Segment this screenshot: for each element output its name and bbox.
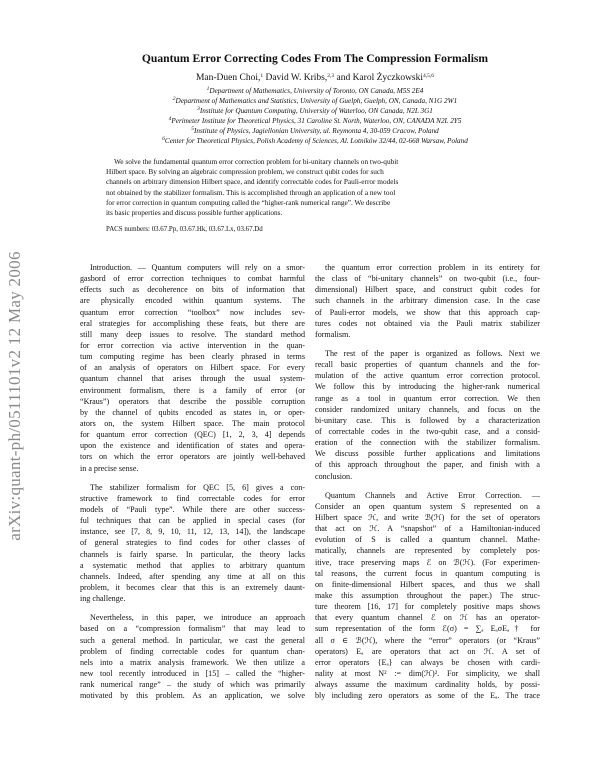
text-line: of this approach throughout the paper, and finish with a	[315, 460, 540, 470]
right-column	[315, 262, 540, 701]
affiliation	[60, 106, 570, 116]
text-line: itive, trace preserving maps ℰ on ℬ(ℋ). (For experimen-	[315, 557, 540, 567]
text-line: Consider an open quantum system S represented on a	[315, 501, 540, 511]
text-line: formalism.	[315, 329, 351, 339]
text-line: channels is fairly sparse. In particular, the theory lacks	[80, 549, 305, 559]
text-line: the class of “bi-unitary channels” on two-qubit (i.e., four-	[315, 274, 540, 284]
text-line: tors on which the error operators are jointly well-behaved	[80, 452, 305, 462]
text-line: dimensional) Hilbert space, and construct qubit codes for	[315, 285, 540, 295]
text-line: ful techniques that can be applied in special cases (for	[80, 516, 305, 526]
text-line: in a precise sense.	[80, 463, 139, 473]
text-line: range as a tool in quantum error correction. We then	[315, 393, 540, 403]
abstract-line: its basic properties and discuss possible further applications.	[106, 208, 283, 218]
text-line: matically, channels are represented by completely pos-	[315, 546, 540, 556]
affiliation-marker: 3	[197, 106, 200, 112]
text-line: that act on ℋ. A “snapshot” of a Hamiltonian-induced	[315, 524, 540, 534]
text-line: models of “Pauli type”. While there are other success-	[80, 504, 305, 514]
text-line: bi-unitary case. This is followed by a characterization	[315, 415, 540, 425]
text-line: evolution of S is called a quantum channel. Mathe-	[315, 535, 540, 545]
text-line: Introduction. — Quantum computers will rely on a smor-	[90, 263, 305, 272]
text-line: instance, see [7, 8, 9, 10, 11, 12, 13, 14]), the landscape	[80, 527, 305, 537]
text-line: operators) Eₐ are operators that act on ℋ. A set of	[315, 646, 540, 656]
author-affil-marker: 1	[260, 73, 264, 79]
text-line: all σ ∈ ℬ(ℋ), where the “error” operators (or “Kraus”	[315, 635, 540, 645]
abstract-line: channels on arbitrary dimension Hilbert space, and identify correctable codes for Pauli-error models	[106, 177, 399, 187]
author-name: and Karol Życzkowski	[336, 73, 424, 83]
affiliation-text: Department of Mathematics, University of Toronto, ON Canada, M5S 2E4	[209, 87, 424, 95]
text-line: We discuss possible further applications and limitations	[315, 449, 540, 459]
paragraph-gap	[315, 482, 540, 490]
text-line: such channels in the arbitrary dimension case. In the case	[315, 296, 540, 306]
text-line: problem of finding correctable codes for quantum chan-	[80, 646, 305, 656]
text-line: new tool recently introduced in [15] – called the “higher-	[80, 668, 305, 678]
affiliation	[60, 86, 570, 96]
affiliation-marker: 1	[206, 86, 210, 92]
text-line: eral strategies for accomplishing these feats, but there are	[80, 318, 305, 328]
author-affil-marker: 4,5,6	[423, 73, 435, 79]
text-line: The stabilizer formalism for QEC [5, 6] gives a con-	[90, 482, 305, 492]
abstract-line: We solve the fundamental quantum error correction problem for bi-unitary channels on two-qubit	[114, 157, 399, 166]
affiliation-marker: 4	[168, 116, 172, 122]
left-column	[80, 262, 305, 701]
text-line: of an analysis of operators on Hilbert space. For every	[80, 363, 305, 373]
text-line: of correctable codes in the two-qubit case, and a consid-	[315, 426, 540, 436]
text-line: always assume the maximum cardinality holds, by possi-	[315, 680, 540, 690]
text-line: Hilbert space ℋ, and write ℬ(ℋ) for the set of operators	[315, 512, 540, 522]
text-line: environment formalism, there is a family of error (or	[80, 385, 305, 395]
text-line: motivated by this problem. As an application, we solve	[80, 691, 305, 701]
text-line: based on a “compression formalism” that may lead to	[80, 624, 305, 634]
text-line: gasbord of error correction techniques to combat harmful	[80, 274, 305, 284]
text-line: a systematic method that applies to arbitrary quantum	[80, 560, 305, 570]
abstract-line: not obtained by the stabilizer formalism. This is accomplished through an application of a new tool	[106, 187, 396, 197]
affiliation-marker: 2	[172, 96, 176, 102]
paragraph-gap	[80, 474, 305, 482]
text-line: quantum error correction “toolbox” now includes sev-	[80, 307, 305, 317]
affiliation-marker: 6	[162, 136, 165, 142]
affiliation-text: Perimeter Institute for Theoretical Physics, 31 Caroline St. North, Waterloo, ON, CANADA N2L 2Y5	[171, 117, 462, 125]
text-line: conclusion.	[315, 471, 353, 481]
text-line: for quantum error correction (QEC) [1, 2, 3, 4] depends	[80, 430, 305, 440]
text-line: “Kraus”) operators that describe the possible corruption	[80, 396, 305, 406]
affiliation-marker: 5	[191, 126, 194, 132]
author-name: David W. Kribs,	[265, 73, 328, 83]
text-line: tures codes not obtained via the Pauli matrix stabilizer	[315, 318, 540, 328]
text-line: still many deep issues to resolve. The standard method	[80, 329, 305, 339]
author-affil-marker: 2,3	[327, 73, 335, 79]
text-line: Quantum Channels and Active Error Correction. —	[325, 490, 540, 500]
text-line: error operators {Eₐ} can always be chosen with cardi-	[315, 657, 540, 667]
text-line: tum computing regime has been clearly phrased in terms	[80, 352, 305, 362]
text-line: problem, it becomes clear that this is an extremely daunt-	[80, 582, 305, 592]
text-line: recall basic properties of quantum channels and the for-	[315, 360, 540, 370]
affiliation-text: Institute of Physics, Jagiellonian University, ul. Reymonta 4, 30-059 Cracow, Poland	[193, 127, 439, 135]
text-line: eration of the connection with the stabilizer formalism.	[315, 438, 540, 448]
text-line: by the channel of qubits encoded as states in, or oper-	[80, 407, 305, 417]
pacs-numbers: PACS numbers: 03.67.Pp, 03.67.Hk, 03.67.Lx, 03.67.Dd	[106, 226, 263, 233]
text-line: upon the existence and identification of states and opera-	[80, 441, 305, 451]
affiliation-list	[60, 86, 570, 146]
arxiv-sidebar-stamp	[2, 186, 28, 606]
text-line: sum representation of the form ℰ(σ) = ∑ₐ EₐσEₐ† for	[315, 624, 540, 634]
text-line: nality at most N² := dim(ℋ)². For simplicity, we shall	[315, 668, 540, 678]
author-list	[60, 73, 570, 83]
paper-title: Quantum Error Correcting Codes From The Compression Formalism	[141, 52, 489, 65]
text-line: the quantum error correction problem in its entirety for	[325, 263, 540, 272]
text-line: for error correction via active intervention in the quan-	[80, 340, 305, 350]
affiliation-text: Institute for Quantum Computing, University of Waterloo, ON Canada, N2L 3G1	[199, 107, 433, 115]
text-line: We follow this by introducing the higher-rank numerical	[315, 382, 540, 392]
text-line: structive framework to find correctable codes for error	[80, 493, 305, 503]
text-line: of general strategies to find codes for other classes of	[80, 538, 305, 548]
paragraph-gap	[315, 340, 540, 348]
text-line: make this assumption throughout the paper.) The struc-	[315, 590, 540, 600]
paragraph-gap	[80, 604, 305, 612]
affiliation	[60, 96, 570, 106]
text-line: that every quantum channel ℰ on ℋ has an operator-	[315, 613, 540, 623]
abstract-line: for error correction in quantum computing called the “higher-rank numerical range”. We describe	[106, 197, 391, 207]
text-line: effects such as decoherence on bits of information that	[80, 285, 305, 295]
affiliation-text: Center for Theoretical Physics, Polish Academy of Sciences, Al. Lotników 32/44, 02-668 Warsaw, Poland	[164, 137, 468, 145]
text-line: ators on, the system Hilbert space. The main protocol	[80, 418, 305, 428]
text-line: are physically encoded within quantum systems. The	[80, 296, 305, 306]
text-line: The rest of the paper is organized as follows. Next we	[325, 348, 540, 358]
affiliation	[60, 136, 570, 146]
text-line: on finite-dimensional Hilbert spaces, and thus we shall	[315, 579, 540, 589]
text-line: ture theorem [16, 17] for completely positive maps shows	[315, 602, 540, 612]
text-line: consider randomized unitary channels, and focus on the	[315, 404, 540, 414]
text-line: such a general method. In particular, we cast the general	[80, 635, 305, 645]
text-line: quantum channel that arises through the usual system-	[80, 374, 305, 384]
abstract	[106, 157, 524, 218]
abstract-line: Hilbert space. By solving an algebraic compression problem, we construct qubit codes for such	[106, 167, 384, 177]
text-line: rank numerical range” – the study of which was primarily	[80, 680, 305, 690]
text-line: tal reasons, the current focus in quantum computing is	[315, 568, 540, 578]
text-line: ing challenge.	[80, 594, 126, 604]
affiliation	[60, 116, 570, 126]
text-line: mulation of the active quantum error correction protocol.	[315, 371, 540, 381]
text-line: nels into a matrix analysis framework. We then utilize a	[80, 657, 305, 667]
text-line: bly including zero operators as some of the Eₐ. The trace	[315, 691, 540, 701]
author-name: Man-Duen Choi,	[195, 73, 261, 83]
arxiv-identifier: arXiv:quant-ph/0511101v2 12 May 2006	[5, 251, 25, 541]
affiliation	[60, 126, 570, 136]
text-line: channels. Indeed, after spending any time at all on this	[80, 571, 305, 581]
text-line: Nevertheless, in this paper, we introduce an approach	[90, 613, 305, 623]
text-line: of Pauli-error models, we show that this approach cap-	[315, 307, 540, 317]
affiliation-text: Department of Mathematics and Statistics, University of Guelph, Guelph, ON, Canada, N1G 2W1	[175, 97, 458, 105]
